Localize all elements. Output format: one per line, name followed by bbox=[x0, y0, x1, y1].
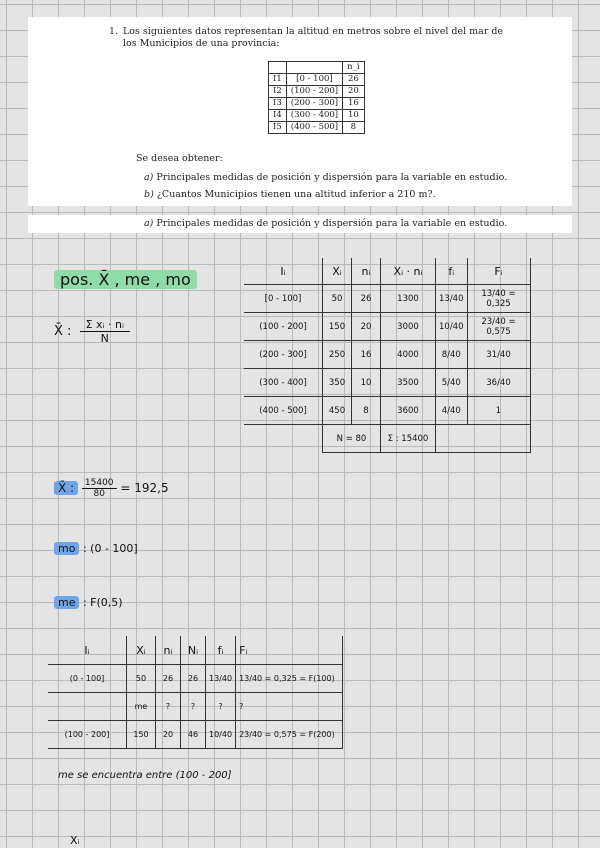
table-row bbox=[269, 98, 365, 110]
table-cell: I5 bbox=[269, 122, 287, 134]
table-cell: ? bbox=[181, 693, 206, 721]
col-header: Xᵢ bbox=[127, 636, 156, 665]
median-work-table bbox=[48, 636, 343, 749]
problem-statement-text: Los siguientes datos representan la altitud en metros sobre el nivel del mar de los Municipios de una provincia: bbox=[123, 26, 504, 49]
mean-numerator: 15400 bbox=[82, 478, 117, 489]
table-cell: [0 - 100] bbox=[286, 74, 342, 86]
table-cell: (200 - 300] bbox=[286, 98, 342, 110]
green-highlight: pos. X̄ , me , mo bbox=[54, 270, 197, 289]
table-cell: (300 - 400] bbox=[286, 110, 342, 122]
table-cell: 1 bbox=[467, 397, 530, 425]
col-header: fᵢ bbox=[436, 258, 468, 285]
table-cell bbox=[48, 693, 127, 721]
table-row bbox=[48, 721, 343, 749]
table-cell: 8 bbox=[343, 122, 364, 134]
item-letter: b) bbox=[144, 189, 154, 200]
col-header: Iᵢ bbox=[48, 636, 127, 665]
mean-formula-denominator: N bbox=[100, 332, 109, 345]
mean-formula-lhs: X̄ : bbox=[54, 324, 72, 339]
table-cell: 16 bbox=[343, 98, 364, 110]
bottom-xi-label: Xᵢ bbox=[70, 834, 80, 847]
subquestion-body: Principales medidas de posición y dispersión para la variable en estudio. bbox=[156, 218, 508, 229]
table-cell: 20 bbox=[156, 721, 181, 749]
table-cell: (100 - 200] bbox=[286, 86, 342, 98]
table-row bbox=[269, 74, 365, 86]
table-cell: 1300 bbox=[381, 285, 436, 313]
problem-statement bbox=[109, 26, 513, 50]
mean-formula-fraction bbox=[80, 318, 130, 345]
mean-result: = 192,5 bbox=[120, 481, 169, 495]
blue-highlight: mo bbox=[54, 542, 79, 555]
mean-calculation bbox=[54, 478, 169, 499]
table-cell: 8 bbox=[352, 397, 381, 425]
table-cell: 8/40 bbox=[436, 341, 468, 369]
table-row bbox=[244, 397, 530, 425]
col-header: nᵢ bbox=[352, 258, 381, 285]
table-header-cell bbox=[286, 62, 342, 74]
item-b bbox=[144, 189, 436, 200]
table-cell: 26 bbox=[181, 665, 206, 693]
table-cell: ? bbox=[206, 693, 236, 721]
median-result bbox=[54, 596, 123, 609]
col-header: Nᵢ bbox=[181, 636, 206, 665]
mean-formula bbox=[54, 318, 130, 345]
table-cell: 26 bbox=[352, 285, 381, 313]
table-cell: (400 - 500] bbox=[286, 122, 342, 134]
table-cell: I3 bbox=[269, 98, 287, 110]
totals-row bbox=[244, 425, 530, 453]
table-cell: 3000 bbox=[381, 313, 436, 341]
table-cell: I1 bbox=[269, 74, 287, 86]
table-cell: (100 - 200] bbox=[48, 721, 127, 749]
table-cell: 20 bbox=[352, 313, 381, 341]
table-header-cell: n_i bbox=[343, 62, 364, 74]
table-cell: 31/40 bbox=[467, 341, 530, 369]
table-cell: 50 bbox=[127, 665, 156, 693]
sum-total-cell: Σ : 15400 bbox=[381, 425, 436, 453]
mean-fraction bbox=[82, 478, 117, 499]
item-text: ¿Cuantos Municipios tienen una altitud inferior a 210 m?. bbox=[156, 189, 436, 200]
table-cell: 13/40 = 0,325 bbox=[467, 285, 530, 313]
table-cell: 13/40 bbox=[206, 665, 236, 693]
table-cell: (0 - 100] bbox=[48, 665, 127, 693]
table-cell: 26 bbox=[156, 665, 181, 693]
table-cell: ? bbox=[236, 693, 343, 721]
frequency-work-table bbox=[244, 258, 531, 453]
table-cell: 36/40 bbox=[467, 369, 530, 397]
table-cell bbox=[436, 425, 531, 453]
table-cell: 5/40 bbox=[436, 369, 468, 397]
table-row bbox=[269, 86, 365, 98]
table-cell: 10 bbox=[343, 110, 364, 122]
table-cell: 250 bbox=[323, 341, 352, 369]
median-interval-note: me se encuentra entre (100 - 200] bbox=[58, 770, 232, 781]
table-cell: 350 bbox=[323, 369, 352, 397]
table-row bbox=[244, 313, 530, 341]
n-total-cell: N = 80 bbox=[323, 425, 381, 453]
median-value: : F(0,5) bbox=[82, 596, 123, 609]
blue-highlight: me bbox=[54, 596, 79, 609]
table-cell bbox=[244, 425, 323, 453]
table-cell: 23/40 = 0,575 bbox=[467, 313, 530, 341]
obtener-label: Se desea obtener: bbox=[136, 153, 223, 164]
table-row bbox=[244, 285, 530, 313]
mode-value: : (0 - 100] bbox=[82, 542, 138, 555]
table-cell: 3500 bbox=[381, 369, 436, 397]
problem-statement-box bbox=[28, 17, 572, 206]
col-header: Fᵢ bbox=[467, 258, 530, 285]
table-cell: (400 - 500] bbox=[244, 397, 323, 425]
table-cell: [0 - 100] bbox=[244, 285, 323, 313]
table-cell: 13/40 = 0,325 = F(100) bbox=[236, 665, 343, 693]
problem-number: 1. bbox=[109, 26, 119, 37]
blue-highlight: X̄ : bbox=[54, 481, 78, 495]
col-header: Fᵢ bbox=[236, 636, 343, 665]
table-row bbox=[244, 341, 530, 369]
table-cell: I4 bbox=[269, 110, 287, 122]
item-text: Principales medidas de posición y dispersión para la variable en estudio. bbox=[156, 172, 508, 183]
table-cell: ? bbox=[156, 693, 181, 721]
col-header: nᵢ bbox=[156, 636, 181, 665]
col-header: Xᵢ bbox=[323, 258, 352, 285]
table-cell: (300 - 400] bbox=[244, 369, 323, 397]
table-cell: 3600 bbox=[381, 397, 436, 425]
subquestion-text bbox=[144, 218, 507, 229]
table-cell: 150 bbox=[127, 721, 156, 749]
table-cell: me bbox=[127, 693, 156, 721]
table-cell: 150 bbox=[323, 313, 352, 341]
table-cell: 4000 bbox=[381, 341, 436, 369]
table-header-cell bbox=[269, 62, 287, 74]
table-row bbox=[269, 110, 365, 122]
table-cell: 10/40 bbox=[436, 313, 468, 341]
altitude-frequency-table bbox=[268, 61, 365, 134]
table-row bbox=[48, 665, 343, 693]
table-cell: (100 - 200] bbox=[244, 313, 323, 341]
mean-denominator: 80 bbox=[93, 489, 105, 499]
item-a bbox=[144, 172, 507, 183]
table-cell: 20 bbox=[343, 86, 364, 98]
table-cell: 13/40 bbox=[436, 285, 468, 313]
table-cell: 23/40 = 0,575 = F(200) bbox=[236, 721, 343, 749]
item-letter: a) bbox=[144, 172, 154, 183]
subquestion-box bbox=[28, 215, 572, 233]
table-row bbox=[48, 693, 343, 721]
table-cell: 450 bbox=[323, 397, 352, 425]
table-cell: 16 bbox=[352, 341, 381, 369]
table-cell: 26 bbox=[343, 74, 364, 86]
col-header: Xᵢ · nᵢ bbox=[381, 258, 436, 285]
position-measures-heading bbox=[54, 270, 197, 289]
mode-result bbox=[54, 542, 138, 555]
col-header: fᵢ bbox=[206, 636, 236, 665]
col-header: Iᵢ bbox=[244, 258, 323, 285]
table-cell: 50 bbox=[323, 285, 352, 313]
table-cell: 10 bbox=[352, 369, 381, 397]
table-row bbox=[269, 122, 365, 134]
table-cell: 4/40 bbox=[436, 397, 468, 425]
mean-formula-numerator: Σ xᵢ · nᵢ bbox=[80, 318, 130, 332]
table-cell: I2 bbox=[269, 86, 287, 98]
table-cell: 10/40 bbox=[206, 721, 236, 749]
subquestion-letter: a) bbox=[144, 218, 154, 229]
table-cell: (200 - 300] bbox=[244, 341, 323, 369]
table-row bbox=[244, 369, 530, 397]
table-cell: 46 bbox=[181, 721, 206, 749]
